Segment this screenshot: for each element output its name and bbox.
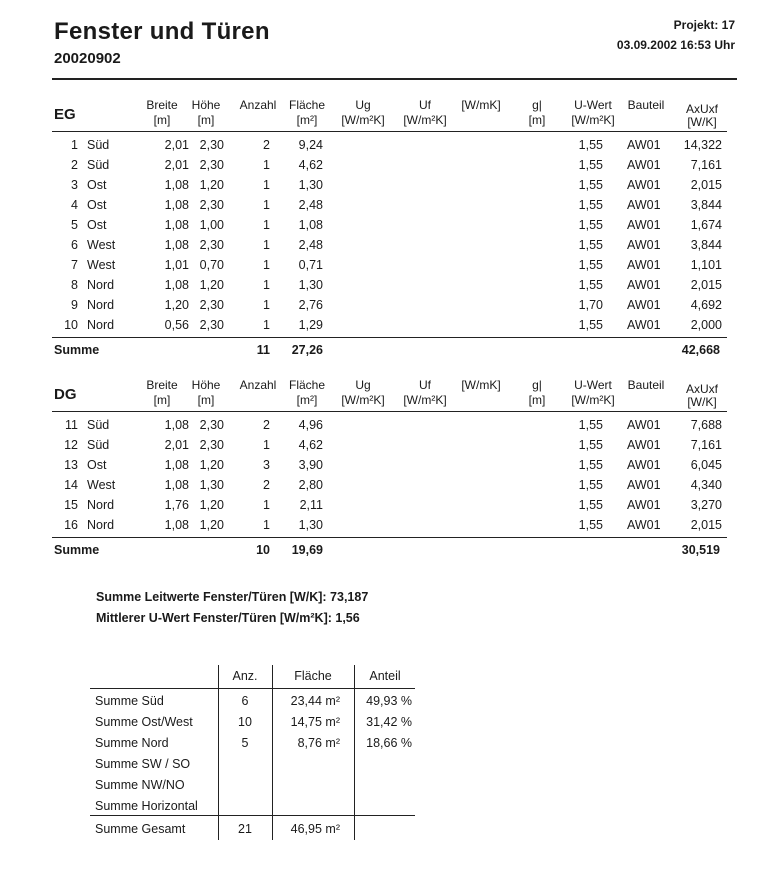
section-label: EG xyxy=(54,106,76,123)
cell-axuxf: 4,340 xyxy=(690,478,722,492)
summary-row-anteil: 49,93 % xyxy=(366,694,412,708)
cell-dir: West xyxy=(87,258,116,272)
sum-flaeche: 19,69 xyxy=(291,543,323,557)
column-header-unit: [W/mK] xyxy=(461,98,501,112)
cell-dir: Nord xyxy=(87,278,115,292)
column-header-title: Anzahl xyxy=(239,378,277,392)
cell-breite: 1,08 xyxy=(164,218,189,232)
cell-flaeche: 9,24 xyxy=(298,138,323,152)
column-header-title: Höhe xyxy=(191,98,221,112)
summary-header-anz: Anz. xyxy=(232,669,258,683)
cell-nr: 1 xyxy=(71,138,78,152)
summary-row-label: Summe Süd xyxy=(95,694,164,708)
column-header-hoehe xyxy=(186,378,226,408)
cell-anzahl: 1 xyxy=(263,318,270,332)
cell-breite: 1,08 xyxy=(164,278,189,292)
column-header-hoehe xyxy=(186,98,226,128)
cell-anzahl: 1 xyxy=(263,178,270,192)
column-header-title: Fläche xyxy=(288,98,326,112)
cell-flaeche: 2,76 xyxy=(298,298,323,312)
cell-uwert: 1,55 xyxy=(578,438,603,452)
cell-hoehe: 1,20 xyxy=(199,518,224,532)
column-header-bauteil xyxy=(624,378,668,393)
cell-anzahl: 2 xyxy=(263,138,270,152)
summary-row-label: Summe Ost/West xyxy=(95,715,193,729)
column-header-flaeche xyxy=(284,98,330,128)
cell-axuxf: 7,688 xyxy=(690,418,722,432)
cell-hoehe: 1,20 xyxy=(199,458,224,472)
sum-divider xyxy=(52,337,727,338)
cell-flaeche: 4,62 xyxy=(298,158,323,172)
table-row xyxy=(52,475,737,495)
cell-flaeche: 1,29 xyxy=(298,318,323,332)
cell-hoehe: 2,30 xyxy=(199,298,224,312)
column-header-l xyxy=(522,378,552,408)
summary-row-label: Summe Nord xyxy=(95,736,169,750)
cell-breite: 1,20 xyxy=(164,298,189,312)
column-header-title: Ug xyxy=(355,98,371,112)
column-header-title: Breite xyxy=(146,378,178,392)
cell-uwert: 1,55 xyxy=(578,258,603,272)
cell-hoehe: 2,30 xyxy=(199,418,224,432)
cell-anzahl: 1 xyxy=(263,518,270,532)
print-datetime: 03.09.2002 16:53 Uhr xyxy=(616,38,735,52)
cell-axuxf: 7,161 xyxy=(690,158,722,172)
cell-uwert: 1,55 xyxy=(578,498,603,512)
cell-hoehe: 1,00 xyxy=(199,218,224,232)
project-number: Projekt: 17 xyxy=(673,18,735,32)
cell-anzahl: 1 xyxy=(263,198,270,212)
column-header-title: g| xyxy=(532,98,542,112)
cell-nr: 7 xyxy=(71,258,78,272)
cell-bauteil: AW01 xyxy=(627,258,661,272)
cell-breite: 1,08 xyxy=(164,478,189,492)
cell-breite: 2,01 xyxy=(164,158,189,172)
table-row xyxy=(52,455,737,475)
column-header-uf xyxy=(394,98,456,128)
cell-bauteil: AW01 xyxy=(627,418,661,432)
cell-dir: Nord xyxy=(87,518,115,532)
summary-row-flaeche: 14,75 m² xyxy=(290,715,340,729)
summary-row-flaeche: 8,76 m² xyxy=(297,736,340,750)
column-header-title: Ug xyxy=(355,378,371,392)
column-header-unit: [W/m²K] xyxy=(341,393,385,407)
column-header-psi xyxy=(456,98,506,113)
cell-axuxf: 7,161 xyxy=(690,438,722,452)
top-divider xyxy=(52,78,737,80)
table-row xyxy=(52,295,737,315)
summary-gesamt-label: Summe Gesamt xyxy=(95,822,186,836)
cell-nr: 11 xyxy=(65,418,78,432)
table-row xyxy=(52,155,737,175)
column-header-uwert xyxy=(562,378,624,408)
column-header-unit: [W/m²K] xyxy=(341,113,385,127)
column-header-breite xyxy=(138,98,186,128)
sum-flaeche: 27,26 xyxy=(291,343,323,357)
table-row xyxy=(52,235,737,255)
column-header-uf xyxy=(394,378,456,408)
column-header-unit: [m] xyxy=(153,113,171,127)
cell-hoehe: 2,30 xyxy=(199,438,224,452)
cell-bauteil: AW01 xyxy=(627,438,661,452)
cell-nr: 8 xyxy=(71,278,78,292)
column-header-axuxf xyxy=(677,378,727,410)
cell-axuxf: 2,015 xyxy=(690,178,722,192)
cell-breite: 1,08 xyxy=(164,518,189,532)
cell-bauteil: AW01 xyxy=(627,498,661,512)
header-divider xyxy=(52,131,727,132)
cell-nr: 16 xyxy=(64,518,78,532)
table-row xyxy=(52,515,737,535)
cell-dir: Nord xyxy=(87,498,115,512)
sum-axuxf: 30,519 xyxy=(681,543,720,557)
leitwerte-total: Summe Leitwerte Fenster/Türen [W/K]: 73,187 xyxy=(96,590,369,604)
cell-hoehe: 1,30 xyxy=(199,478,224,492)
cell-nr: 9 xyxy=(71,298,78,312)
column-header-title: U-Wert xyxy=(574,98,612,112)
cell-anzahl: 1 xyxy=(263,278,270,292)
cell-axuxf: 2,015 xyxy=(690,278,722,292)
sum-row xyxy=(52,340,737,360)
column-header-unit: [W/K] xyxy=(687,115,717,129)
column-header-title: AxUxf xyxy=(685,102,718,116)
column-header-unit: [W/m²K] xyxy=(403,113,447,127)
cell-hoehe: 2,30 xyxy=(199,198,224,212)
summary-table xyxy=(90,665,420,840)
cell-bauteil: AW01 xyxy=(627,278,661,292)
column-header-title: Bauteil xyxy=(627,98,665,112)
cell-anzahl: 1 xyxy=(263,158,270,172)
mittlerer-u-wert: Mittlerer U-Wert Fenster/Türen [W/m²K]: 1,56 xyxy=(96,611,360,625)
column-header-unit: [W/K] xyxy=(687,395,717,409)
sum-row xyxy=(52,540,737,560)
cell-bauteil: AW01 xyxy=(627,298,661,312)
column-header-unit: [m] xyxy=(197,393,215,407)
column-header-axuxf xyxy=(677,98,727,130)
summary-row-label: Summe Horizontal xyxy=(95,799,198,813)
cell-bauteil: AW01 xyxy=(627,478,661,492)
column-header-unit: [m] xyxy=(528,113,546,127)
column-header-title: U-Wert xyxy=(574,378,612,392)
cell-breite: 2,01 xyxy=(164,138,189,152)
cell-axuxf: 1,674 xyxy=(690,218,722,232)
table-row xyxy=(52,195,737,215)
cell-uwert: 1,55 xyxy=(578,458,603,472)
cell-breite: 1,08 xyxy=(164,178,189,192)
table-row xyxy=(52,215,737,235)
cell-breite: 1,08 xyxy=(164,198,189,212)
summary-header-anteil: Anteil xyxy=(369,669,401,683)
cell-anzahl: 1 xyxy=(263,238,270,252)
sum-anzahl: 11 xyxy=(256,343,270,357)
column-header-title: Uf xyxy=(419,378,431,392)
sum-label: Summe xyxy=(54,343,100,357)
column-header-uwert xyxy=(562,98,624,128)
summary-row-label: Summe NW/NO xyxy=(95,778,185,792)
cell-nr: 13 xyxy=(64,458,78,472)
cell-uwert: 1,55 xyxy=(578,198,603,212)
column-header-ug xyxy=(332,378,394,408)
cell-dir: Ost xyxy=(87,458,107,472)
summary-gesamt-anz: 21 xyxy=(238,822,252,836)
cell-axuxf: 2,015 xyxy=(690,518,722,532)
cell-bauteil: AW01 xyxy=(627,518,661,532)
page-title: Fenster und Türen xyxy=(54,18,270,45)
column-header-anzahl xyxy=(232,378,284,393)
column-header-title: g| xyxy=(532,378,542,392)
cell-bauteil: AW01 xyxy=(627,138,661,152)
cell-hoehe: 2,30 xyxy=(199,318,224,332)
summary-row-anteil: 31,42 % xyxy=(366,715,412,729)
cell-flaeche: 2,48 xyxy=(298,238,323,252)
cell-uwert: 1,55 xyxy=(578,158,603,172)
cell-nr: 2 xyxy=(71,158,78,172)
cell-breite: 2,01 xyxy=(164,438,189,452)
summary-header-flaeche: Fläche xyxy=(294,669,332,683)
cell-dir: Ost xyxy=(87,178,107,192)
cell-bauteil: AW01 xyxy=(627,318,661,332)
summary-row-flaeche: 23,44 m² xyxy=(290,694,340,708)
cell-breite: 1,08 xyxy=(164,458,189,472)
cell-flaeche: 4,96 xyxy=(298,418,323,432)
section-label: DG xyxy=(54,386,77,403)
column-header-unit: [W/m²K] xyxy=(571,393,615,407)
cell-uwert: 1,55 xyxy=(578,318,603,332)
column-header-unit: [W/m²K] xyxy=(403,393,447,407)
cell-flaeche: 1,30 xyxy=(298,278,323,292)
cell-dir: Süd xyxy=(87,138,110,152)
cell-breite: 1,08 xyxy=(164,238,189,252)
cell-uwert: 1,55 xyxy=(578,238,603,252)
cell-uwert: 1,70 xyxy=(578,298,603,312)
cell-anzahl: 1 xyxy=(263,298,270,312)
table-row xyxy=(52,135,737,155)
cell-axuxf: 6,045 xyxy=(690,458,722,472)
cell-flaeche: 4,62 xyxy=(298,438,323,452)
cell-nr: 6 xyxy=(71,238,78,252)
sum-label: Summe xyxy=(54,543,100,557)
cell-dir: Süd xyxy=(87,158,110,172)
column-header-unit: [m] xyxy=(153,393,171,407)
cell-uwert: 1,55 xyxy=(578,138,603,152)
table-row xyxy=(52,255,737,275)
cell-axuxf: 14,322 xyxy=(683,138,722,152)
cell-breite: 1,76 xyxy=(164,498,189,512)
column-header-anzahl xyxy=(232,98,284,113)
cell-hoehe: 2,30 xyxy=(199,158,224,172)
cell-flaeche: 2,11 xyxy=(299,498,323,512)
cell-nr: 5 xyxy=(71,218,78,232)
cell-breite: 1,08 xyxy=(164,418,189,432)
cell-hoehe: 2,30 xyxy=(199,238,224,252)
cell-axuxf: 4,692 xyxy=(690,298,722,312)
cell-bauteil: AW01 xyxy=(627,238,661,252)
cell-anzahl: 2 xyxy=(263,478,270,492)
cell-flaeche: 2,48 xyxy=(298,198,323,212)
cell-bauteil: AW01 xyxy=(627,198,661,212)
summary-row-label: Summe SW / SO xyxy=(95,757,191,771)
table-row xyxy=(52,435,737,455)
cell-dir: Süd xyxy=(87,438,110,452)
cell-bauteil: AW01 xyxy=(627,158,661,172)
column-header-ug xyxy=(332,98,394,128)
column-header-l xyxy=(522,98,552,128)
cell-axuxf: 1,101 xyxy=(690,258,722,272)
summary-gesamt-flaeche: 46,95 m² xyxy=(290,822,340,836)
sum-divider xyxy=(52,537,727,538)
cell-axuxf: 3,844 xyxy=(690,238,722,252)
column-header-title: Anzahl xyxy=(239,98,277,112)
table-row xyxy=(52,315,737,335)
cell-dir: Ost xyxy=(87,218,107,232)
column-header-title: Bauteil xyxy=(627,378,665,392)
cell-uwert: 1,55 xyxy=(578,518,603,532)
summary-row-anz: 10 xyxy=(238,715,252,729)
column-header-unit: [W/m²K] xyxy=(571,113,615,127)
summary-header-divider xyxy=(90,688,415,689)
cell-hoehe: 1,20 xyxy=(199,278,224,292)
cell-bauteil: AW01 xyxy=(627,458,661,472)
cell-dir: Nord xyxy=(87,318,115,332)
column-header-flaeche xyxy=(284,378,330,408)
cell-nr: 12 xyxy=(64,438,78,452)
cell-anzahl: 3 xyxy=(263,458,270,472)
cell-hoehe: 0,70 xyxy=(199,258,224,272)
column-header-unit: [m] xyxy=(528,393,546,407)
cell-bauteil: AW01 xyxy=(627,218,661,232)
table-row xyxy=(52,175,737,195)
cell-nr: 15 xyxy=(64,498,78,512)
column-header-title: Höhe xyxy=(191,378,221,392)
column-header-bauteil xyxy=(624,98,668,113)
cell-flaeche: 3,90 xyxy=(298,458,323,472)
column-header-title: AxUxf xyxy=(685,382,718,396)
cell-anzahl: 2 xyxy=(263,418,270,432)
column-header-title: Fläche xyxy=(288,378,326,392)
cell-uwert: 1,55 xyxy=(578,478,603,492)
cell-uwert: 1,55 xyxy=(578,218,603,232)
cell-hoehe: 1,20 xyxy=(199,498,224,512)
cell-anzahl: 1 xyxy=(263,498,270,512)
column-header-unit: [m] xyxy=(197,113,215,127)
cell-flaeche: 0,71 xyxy=(298,258,323,272)
cell-nr: 3 xyxy=(71,178,78,192)
column-header-title: Uf xyxy=(419,98,431,112)
sum-anzahl: 10 xyxy=(256,543,270,557)
sum-axuxf: 42,668 xyxy=(681,343,720,357)
cell-uwert: 1,55 xyxy=(578,178,603,192)
cell-axuxf: 3,844 xyxy=(690,198,722,212)
cell-hoehe: 2,30 xyxy=(199,138,224,152)
table-row xyxy=(52,415,737,435)
cell-nr: 4 xyxy=(71,198,78,212)
table-row xyxy=(52,495,737,515)
table-row xyxy=(52,275,737,295)
column-header-breite xyxy=(138,378,186,408)
header-divider xyxy=(52,411,727,412)
column-header-psi xyxy=(456,378,506,393)
cell-hoehe: 1,20 xyxy=(199,178,224,192)
cell-dir: Süd xyxy=(87,418,110,432)
cell-flaeche: 1,08 xyxy=(298,218,323,232)
summary-row-anteil: 18,66 % xyxy=(366,736,412,750)
page-subtitle: 20020902 xyxy=(54,50,121,67)
cell-anzahl: 1 xyxy=(263,258,270,272)
cell-flaeche: 1,30 xyxy=(298,178,323,192)
column-header-unit: [m²] xyxy=(296,113,318,127)
cell-dir: West xyxy=(87,478,116,492)
cell-dir: Nord xyxy=(87,298,115,312)
cell-flaeche: 2,80 xyxy=(298,478,323,492)
column-header-unit: [m²] xyxy=(296,393,318,407)
cell-nr: 10 xyxy=(64,318,78,332)
column-header-title: Breite xyxy=(146,98,178,112)
cell-dir: Ost xyxy=(87,198,107,212)
cell-axuxf: 2,000 xyxy=(690,318,722,332)
cell-anzahl: 1 xyxy=(263,438,270,452)
cell-breite: 1,01 xyxy=(164,258,189,272)
cell-uwert: 1,55 xyxy=(578,278,603,292)
column-header-unit: [W/mK] xyxy=(461,378,501,392)
cell-nr: 14 xyxy=(64,478,78,492)
summary-row-anz: 5 xyxy=(241,736,249,750)
cell-breite: 0,56 xyxy=(164,318,189,332)
cell-axuxf: 3,270 xyxy=(690,498,722,512)
summary-row-anz: 6 xyxy=(241,694,249,708)
cell-dir: West xyxy=(87,238,116,252)
cell-flaeche: 1,30 xyxy=(298,518,323,532)
cell-uwert: 1,55 xyxy=(578,418,603,432)
cell-anzahl: 1 xyxy=(263,218,270,232)
cell-bauteil: AW01 xyxy=(627,178,661,192)
